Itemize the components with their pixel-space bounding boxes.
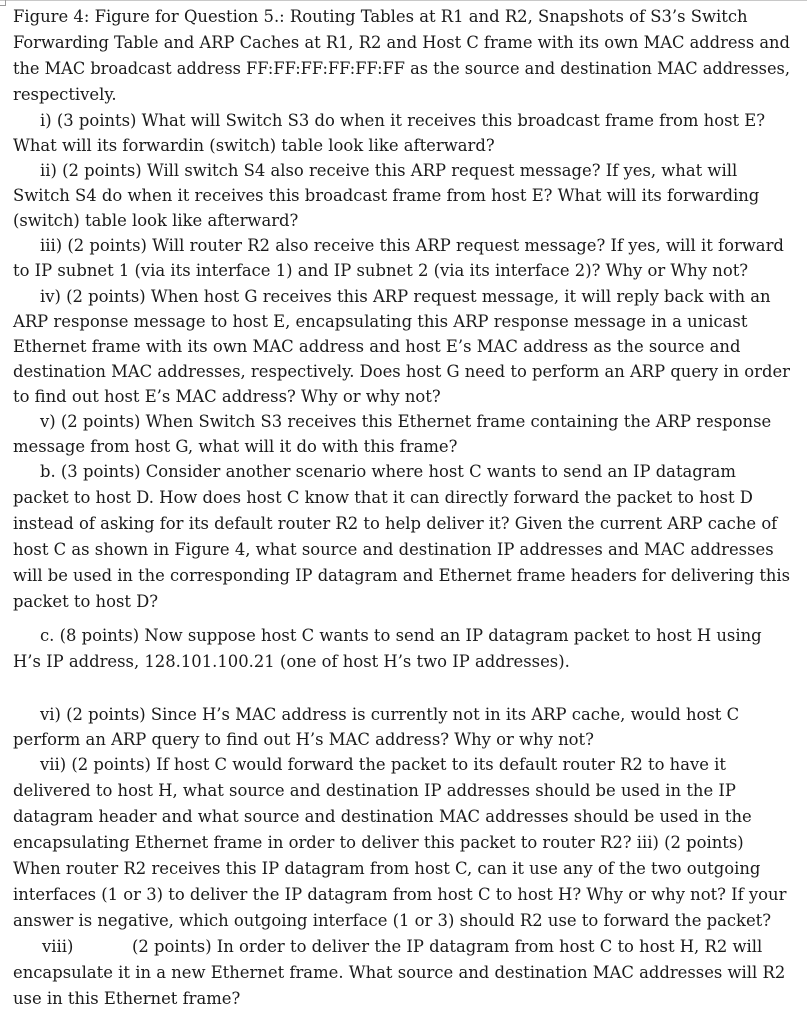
question-b: b. (3 points) Consider another scenario where host C wants to send an IP datagram bbox=[40, 462, 736, 481]
text-line: will be used in the corresponding IP datagram and Ethernet frame headers for delivering this bbox=[13, 566, 791, 585]
text-line: perform an ARP query to find out H’s MAC address? Why or why not? bbox=[13, 730, 594, 749]
text-line: Ethernet frame with its own MAC address and host E’s MAC address as the source and bbox=[13, 337, 741, 356]
question-v: v) (2 points) When Switch S3 receives this Ethernet frame containing the ARP response bbox=[40, 412, 772, 431]
question-viii: (2 points) In order to deliver the IP datagram from host C to host H, R2 will bbox=[132, 937, 763, 956]
text-line: answer is negative, which outgoing interface (1 or 3) should R2 use to forward the packet? bbox=[13, 911, 772, 930]
text-line: Switch S4 do when it receives this broadcast frame from host E? What will its forwarding bbox=[13, 186, 760, 205]
text-line: ARP response message to host E, encapsulating this ARP response message in a unicast bbox=[13, 312, 748, 331]
question-viii-label: viii) bbox=[42, 937, 74, 956]
question-iii: iii) (2 points) Will router R2 also receive this ARP request message? If yes, will it forward bbox=[40, 236, 784, 255]
text-line: to IP subnet 1 (via its interface 1) and IP subnet 2 (via its interface 2)? Why or Why not? bbox=[13, 261, 749, 280]
text-line: H’s IP address, 128.101.100.21 (one of host H’s two IP addresses). bbox=[13, 652, 570, 671]
text-line: interfaces (1 or 3) to deliver the IP datagram from host C to host H? Why or why not? If your bbox=[13, 885, 787, 904]
text-line: datagram header and what source and destination MAC addresses should be used in the bbox=[13, 807, 752, 826]
text-line: the MAC broadcast address FF:FF:FF:FF:FF:FF as the source and destination MAC addresses, bbox=[13, 59, 790, 78]
text-line: When router R2 receives this IP datagram from host C, can it use any of the two outgoing bbox=[13, 859, 761, 878]
text-line: delivered to host H, what source and destination IP addresses should be used in the IP bbox=[13, 781, 736, 800]
text-line: respectively. bbox=[13, 85, 117, 104]
text-line: Forwarding Table and ARP Caches at R1, R2 and Host C frame with its own MAC address and bbox=[13, 33, 790, 52]
text-line: encapsulating Ethernet frame in order to deliver this packet to router R2? iii) (2 points) bbox=[13, 833, 744, 852]
question-iv: iv) (2 points) When host G receives this ARP request message, it will reply back with an bbox=[40, 287, 771, 306]
question-i: i) (3 points) What will Switch S3 do when it receives this broadcast frame from host E? bbox=[40, 111, 766, 130]
question-ii: ii) (2 points) Will switch S4 also receive this ARP request message? If yes, what will bbox=[40, 161, 738, 180]
text-line: host C as shown in Figure 4, what source and destination IP addresses and MAC addresses bbox=[13, 540, 774, 559]
text-line: message from host G, what will it do with this frame? bbox=[13, 437, 458, 456]
question-c: c. (8 points) Now suppose host C wants to send an IP datagram packet to host H using bbox=[40, 626, 762, 645]
question-vii: vii) (2 points) If host C would forward the packet to its default router R2 to have it bbox=[40, 755, 727, 774]
text-line: packet to host D? bbox=[13, 592, 159, 611]
text-line: destination MAC addresses, respectively. Does host G need to perform an ARP query in order bbox=[13, 362, 790, 381]
text-line: instead of asking for its default router R2 to help deliver it? Given the current ARP cache of bbox=[13, 514, 778, 533]
text-line: Figure 4: Figure for Question 5.: Routing Tables at R1 and R2, Snapshots of S3’s Switch bbox=[13, 7, 748, 26]
text-line: What will its forwardin (switch) table look like afterward? bbox=[13, 136, 495, 155]
text-line: packet to host D. How does host C know that it can directly forward the packet to host D bbox=[13, 488, 753, 507]
text-line: (switch) table look like afterward? bbox=[13, 211, 299, 230]
question-vi: vi) (2 points) Since H’s MAC address is currently not in its ARP cache, would host C bbox=[40, 705, 740, 724]
text-line: encapsulate it in a new Ethernet frame. What source and destination MAC addresses will R2 bbox=[13, 963, 786, 982]
corner-mark-icon bbox=[0, 0, 6, 6]
text-line: use in this Ethernet frame? bbox=[13, 989, 241, 1008]
text-line: to find out host E’s MAC address? Why or why not? bbox=[13, 387, 441, 406]
page-top-border bbox=[0, 0, 807, 1]
